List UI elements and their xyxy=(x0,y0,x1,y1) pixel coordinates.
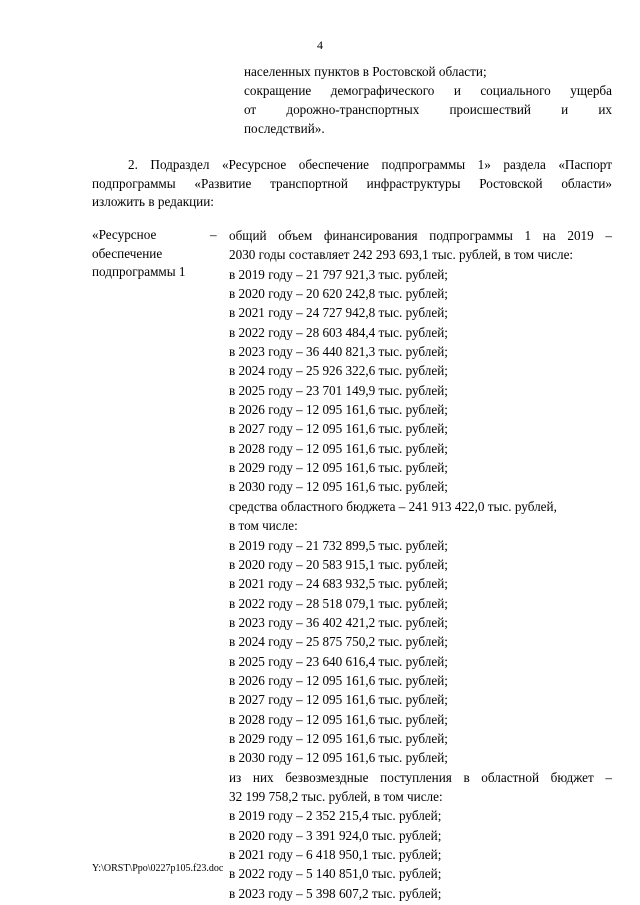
resource-label-line: обеспечение xyxy=(92,245,163,261)
total-year-item: в 2028 году – 12 095 161,6 тыс. рублей; xyxy=(229,440,448,456)
grant-year-item: в 2019 году – 2 352 215,4 тыс. рублей; xyxy=(229,808,442,824)
label-dash: – xyxy=(210,227,217,242)
regional-budget-line: средства областного бюджета – 241 913 422,0 тыс. рублей, xyxy=(229,498,557,514)
regional-year-item: в 2027 году – 12 095 161,6 тыс. рублей; xyxy=(229,692,448,708)
grant-receipts-line: из них безвозмездные поступления в областной бюджет – xyxy=(229,769,612,785)
resource-label-line: «Ресурсное xyxy=(92,227,157,242)
intro-line: последствий». xyxy=(244,121,325,136)
total-year-item: в 2026 году – 12 095 161,6 тыс. рублей; xyxy=(229,402,448,418)
section-heading-line: 2. Подраздел «Ресурсное обеспечение подпрограммы 1» раздела «Паспорт xyxy=(128,157,612,172)
total-funding-line: 2030 годы составляет 242 293 693,1 тыс. рублей, в том числе: xyxy=(229,247,574,263)
section-heading xyxy=(92,156,612,212)
grant-year-item: в 2023 году – 5 398 607,2 тыс. рублей; xyxy=(229,885,442,901)
total-year-item: в 2019 году – 21 797 921,3 тыс. рублей; xyxy=(229,266,448,282)
total-year-item: в 2020 году – 20 620 242,8 тыс. рублей; xyxy=(229,286,448,302)
resource-label xyxy=(92,226,212,282)
total-year-item: в 2023 году – 36 440 821,3 тыс. рублей; xyxy=(229,344,448,360)
regional-year-item: в 2029 году – 12 095 161,6 тыс. рублей; xyxy=(229,730,448,746)
section-heading-line: изложить в редакции: xyxy=(92,194,214,209)
total-year-item: в 2024 году – 25 926 322,6 тыс. рублей; xyxy=(229,363,448,379)
regional-year-item: в 2020 году – 20 583 915,1 тыс. рублей; xyxy=(229,556,448,572)
intro-line: сокращение демографического и социального ущерба xyxy=(244,83,612,98)
total-year-item: в 2027 году – 12 095 161,6 тыс. рублей; xyxy=(229,421,448,437)
total-year-item: в 2025 году – 23 701 149,9 тыс. рублей; xyxy=(229,382,448,398)
regional-year-item: в 2025 году – 23 640 616,4 тыс. рублей; xyxy=(229,653,448,669)
section-heading-line: подпрограммы «Развитие транспортной инфраструктуры Ростовской области» xyxy=(92,175,612,191)
regional-budget-line: в том числе: xyxy=(229,518,298,534)
regional-year-item: в 2024 году – 25 875 750,2 тыс. рублей; xyxy=(229,634,448,650)
regional-year-item: в 2019 году – 21 732 899,5 тыс. рублей; xyxy=(229,537,448,553)
intro-line: населенных пунктов в Ростовской области; xyxy=(244,64,487,79)
total-year-item: в 2029 году – 12 095 161,6 тыс. рублей; xyxy=(229,460,448,476)
total-year-item: в 2022 году – 28 603 484,4 тыс. рублей; xyxy=(229,324,448,340)
grant-year-item: в 2022 году – 5 140 851,0 тыс. рублей; xyxy=(229,866,442,882)
regional-year-item: в 2022 году – 28 518 079,1 тыс. рублей; xyxy=(229,595,448,611)
total-year-item: в 2021 году – 24 727 942,8 тыс. рублей; xyxy=(229,305,448,321)
file-path-footer: Y:\ORST\Ppo\0227p105.f23.doc xyxy=(92,863,224,874)
regional-year-item: в 2030 году – 12 095 161,6 тыс. рублей; xyxy=(229,750,448,766)
intro-line: от дорожно-транспортных происшествий и их xyxy=(244,102,612,117)
grant-year-item: в 2020 году – 3 391 924,0 тыс. рублей; xyxy=(229,827,442,843)
regional-year-item: в 2028 году – 12 095 161,6 тыс. рублей; xyxy=(229,711,448,727)
regional-year-item: в 2021 году – 24 683 932,5 тыс. рублей; xyxy=(229,576,448,592)
resource-label-line: подпрограммы 1 xyxy=(92,264,186,280)
total-year-item: в 2030 году – 12 095 161,6 тыс. рублей; xyxy=(229,479,448,495)
intro-paragraph xyxy=(244,62,612,138)
regional-year-item: в 2023 году – 36 402 421,2 тыс. рублей; xyxy=(229,614,448,630)
total-funding-line: общий объем финансирования подпрограммы 1 на 2019 – xyxy=(229,228,612,243)
grant-year-item: в 2021 году – 6 418 950,1 тыс. рублей; xyxy=(229,847,442,862)
grant-receipts-line: 32 199 758,2 тыс. рублей, в том числе: xyxy=(229,788,443,804)
page-number: 4 xyxy=(317,38,323,52)
regional-year-item: в 2026 году – 12 095 161,6 тыс. рублей; xyxy=(229,672,448,688)
resource-values xyxy=(229,226,612,903)
